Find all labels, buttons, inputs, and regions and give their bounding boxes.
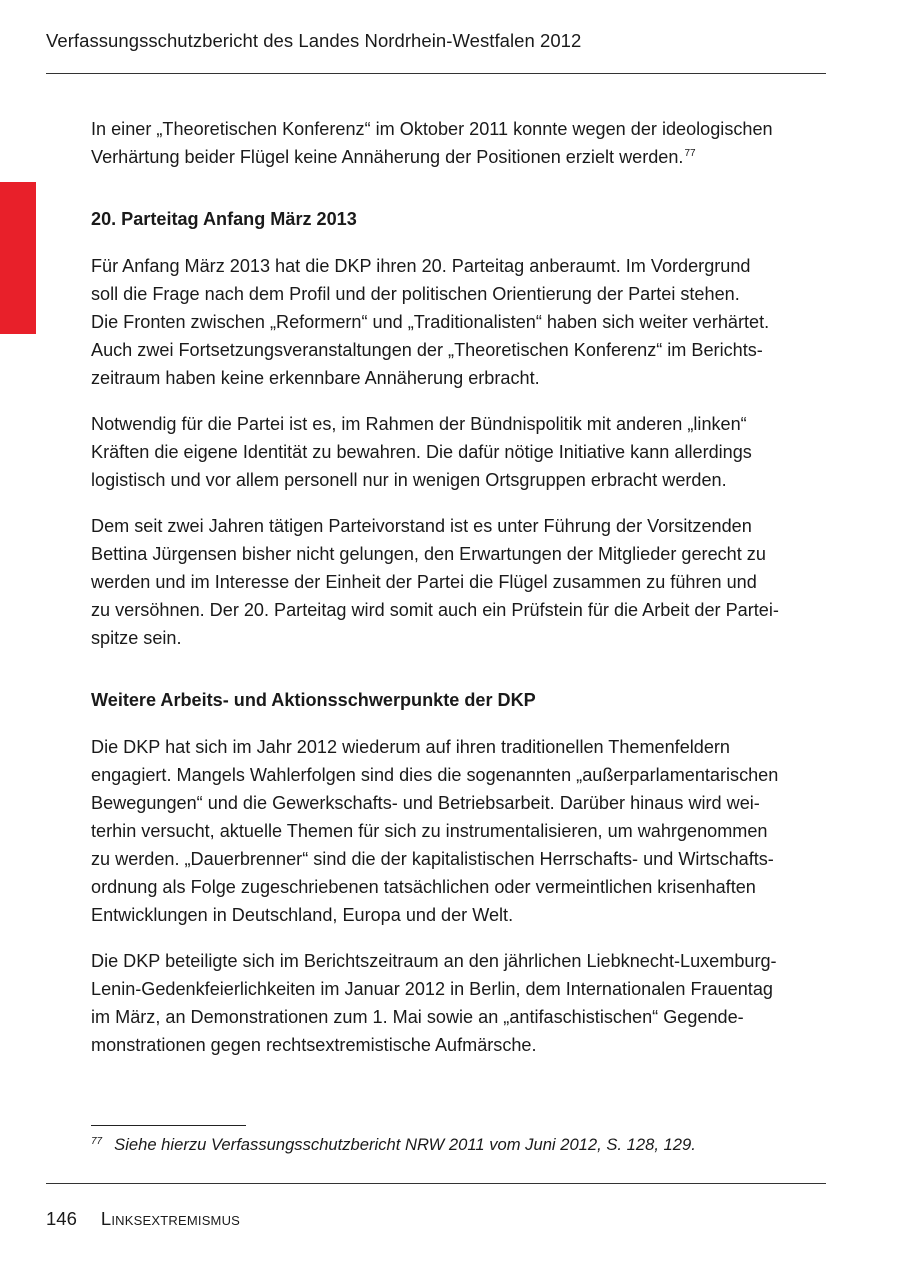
text-line: Bettina Jürgensen bisher nicht gelungen, den Erwartungen der Mitglieder gerecht zu	[91, 544, 766, 564]
text-line: Bewegungen“ und die Gewerkschafts- und Betriebsarbeit. Darüber hinaus wird wei-	[91, 793, 760, 813]
text-line: im März, an Demonstrationen zum 1. Mai sowie an „antifaschistischen“ Gegende-	[91, 1007, 744, 1027]
text-line: monstrationen gegen rechtsextremistische Aufmärsche.	[91, 1035, 537, 1055]
page-number: 146	[46, 1208, 77, 1229]
text-line: Für Anfang März 2013 hat die DKP ihren 20. Parteitag anberaumt. Im Vordergrund	[91, 256, 751, 276]
page-body	[91, 115, 827, 1059]
text-line: ordnung als Folge zugeschriebenen tatsächlichen oder vermeintlichen krisenhaften	[91, 877, 756, 897]
text-line: engagiert. Mangels Wahlerfolgen sind dies die sogenannten „außerparlamentarischen	[91, 765, 779, 785]
text-line: Die DKP hat sich im Jahr 2012 wiederum auf ihren traditionellen Themenfeldern	[91, 737, 730, 757]
footnote	[91, 1135, 696, 1155]
text-line: zu werden. „Dauerbrenner“ sind die der kapitalistischen Herrschafts- und Wirtschafts-	[91, 849, 774, 869]
text-line: Verhärtung beider Flügel keine Annäherung der Positionen erzielt werden.	[91, 147, 684, 167]
text-line: Die Fronten zwischen „Reformern“ und „Traditionalisten“ haben sich weiter verhärtet.	[91, 312, 770, 332]
text-line: zeitraum haben keine erkennbare Annäherung erbracht.	[91, 368, 540, 388]
footer-rule	[46, 1183, 826, 1184]
text-line: Kräften die eigene Identität zu bewahren. Die dafür nötige Initiative kann allerdings	[91, 442, 752, 462]
paragraph-6	[91, 947, 827, 1059]
section-heading: Weitere Arbeits- und Aktionsschwerpunkte der DKP	[91, 690, 536, 710]
text-line: soll die Frage nach dem Profil und der politischen Orientierung der Partei stehen.	[91, 284, 740, 304]
section-heading: 20. Parteitag Anfang März 2013	[91, 209, 357, 229]
text-line: spitze sein.	[91, 628, 182, 648]
text-line: terhin versucht, aktuelle Themen für sich zu instrumentalisieren, um wahrgenommen	[91, 821, 768, 841]
paragraph-4	[91, 512, 827, 652]
text-line: Auch zwei Fortsetzungsveranstaltungen der „Theoretischen Konferenz“ im Berichts-	[91, 340, 763, 360]
section-name: Linksextremismus	[100, 1208, 241, 1229]
paragraph-2	[91, 252, 827, 392]
text-line: zu versöhnen. Der 20. Parteitag wird somit auch ein Prüfstein für die Arbeit der Partei-	[91, 600, 779, 620]
text-line: Notwendig für die Partei ist es, im Rahmen der Bündnispolitik mit anderen „linken“	[91, 414, 747, 434]
text-line: Entwicklungen in Deutschland, Europa und der Welt.	[91, 905, 514, 925]
text-line: Lenin-Gedenkfeierlichkeiten im Januar 2012 in Berlin, dem Internationalen Frauentag	[91, 979, 773, 999]
text-line: Die DKP beteiligte sich im Berichtszeitraum an den jährlichen Liebknecht-Luxemburg-	[91, 951, 777, 971]
text-line-with-footnote	[91, 143, 827, 171]
text-line: logistisch und vor allem personell nur in wenigen Ortsgruppen erbracht werden.	[91, 470, 727, 490]
chapter-side-tab	[0, 182, 36, 334]
paragraph-5	[91, 733, 827, 929]
footnote-separator	[91, 1125, 246, 1126]
running-header: Verfassungsschutzbericht des Landes Nordrhein-Westfalen 2012	[46, 30, 582, 51]
text-line: Dem seit zwei Jahren tätigen Parteivorstand ist es unter Führung der Vorsitzenden	[91, 516, 752, 536]
text-line: werden und im Interesse der Einheit der Partei die Flügel zusammen zu führen und	[91, 572, 757, 592]
paragraph-3	[91, 410, 827, 494]
text-line: In einer „Theoretischen Konferenz“ im Oktober 2011 konnte wegen der ideologischen	[91, 119, 773, 139]
header-rule	[46, 73, 826, 74]
paragraph-1	[91, 115, 827, 171]
page-footer	[46, 1208, 240, 1230]
footnote-number: 77	[91, 1136, 103, 1147]
footnote-text: Siehe hierzu Verfassungsschutzbericht NRW 2011 vom Juni 2012, S. 128, 129.	[114, 1135, 696, 1154]
footnote-reference[interactable]: 77	[684, 148, 696, 159]
